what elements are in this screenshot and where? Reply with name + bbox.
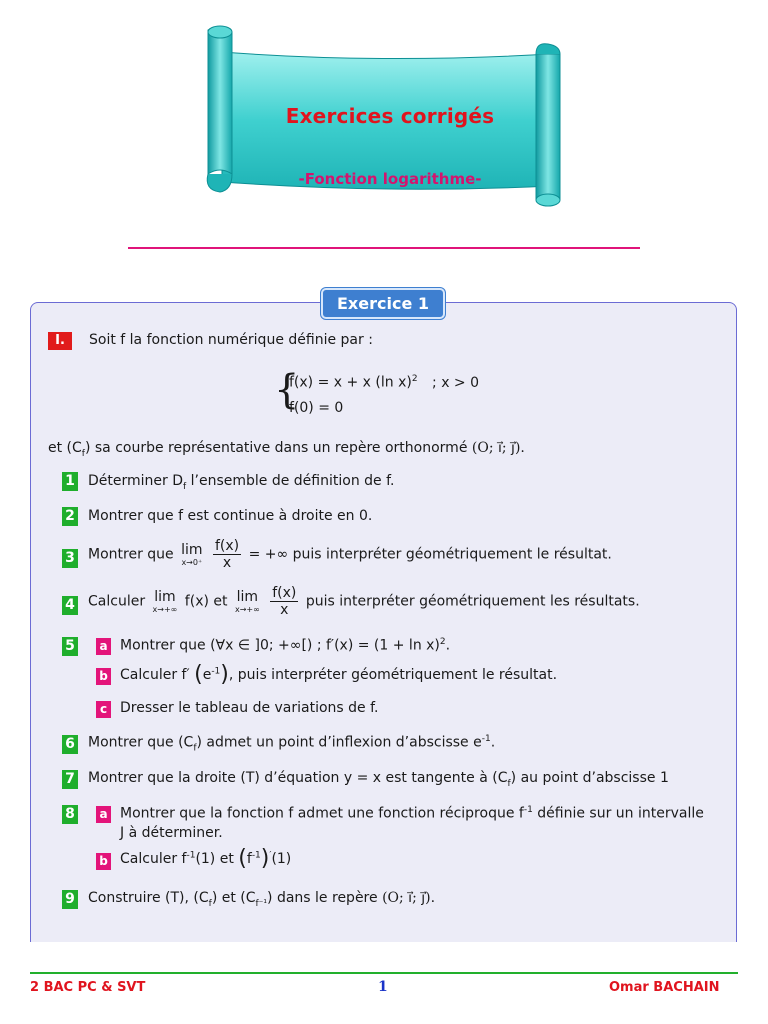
definition-line-2: f(0) = 0 [289,400,344,416]
question-5c-text: Dresser le tableau de variations de f. [120,700,379,716]
footer-author: Omar BACHAIN [609,980,720,995]
title-banner [200,24,570,214]
question-number-7: 7 [62,770,78,789]
sub-badge-8b: b [96,853,111,870]
question-6-text: Montrer que $(C_f)$ admet un point d’inflexion d’abscisse $e^{-1}$. [88,734,496,754]
question-4-text: Calculer lim x→+∞ f(x) et lim x→+∞ $\frac{f(x)}{x}$ puis interpréter géométriquement les résultats. [88,585,640,619]
exercise-label: Exercice 1 [321,288,445,319]
question-number-8: 8 [62,805,78,824]
fraction: $\frac{f(x)}{x}$ [214,538,240,572]
question-5a-text: Montrer que (∀x ∈ ]0; +∞[) ; $f'(x) = (1 + \ln x)^2$. [120,637,451,654]
question-7-text: Montrer que la droite (T) d’équation y = x est tangente à $(C_f)$ au point d’abscisse 1 [88,770,669,789]
page-subtitle: -Fonction logarithme- [298,170,482,188]
question-9-text: Construire (T), $(C_f)$ et $(C_{f^{-1}})$ dans le repère (O; i⃗; j⃗). [88,890,436,909]
limit-expression: lim x→+∞ [152,588,178,614]
sub-badge-5b: b [96,668,111,685]
curve-sentence: et $(C_f)$ sa courbe représentative dans un repère orthonormé (O; i⃗; j⃗). [48,440,525,459]
question-number-2: 2 [62,507,78,526]
question-8a-text-cont: J à déterminer. [120,825,223,841]
page-number: 1 [378,979,388,995]
limit-expression: lim x→+∞ [234,588,260,614]
question-1-text: Déterminer $D_f$ l’ensemble de définition de f. [88,473,395,492]
question-number-4: 4 [62,596,78,615]
title-divider [128,247,640,249]
question-8a-text: Montrer que la fonction f admet une fonction réciproque $f^{-1}$ définie sur un intervalle [120,805,704,822]
sub-badge-5a: a [96,638,111,655]
part-badge: I. [48,332,72,350]
question-2-text: Montrer que f est continue à droite en 0. [88,508,373,524]
question-8b-text: Calculer $f^{-1}(1)$ et $(f^{-1})'(1)$ [120,846,292,871]
fraction: $\frac{f(x)}{x}$ [272,585,297,619]
question-number-3: 3 [62,549,78,568]
question-5b-text: Calculer f′ $(e^{-1})$, puis interpréter géométriquement le résultat. [120,662,558,687]
footer-divider [30,972,738,974]
page-title: Exercices corrigés [285,104,495,128]
definition-line-1: f(x) = x + x (ln x)$^2$ ; x > 0 [289,374,480,391]
question-number-6: 6 [62,735,78,754]
intro-text: Soit f la fonction numérique définie par : [89,332,373,348]
question-number-5: 5 [62,637,78,656]
footer-class-label: 2 BAC PC & SVT [30,980,146,995]
limit-expression: lim x→0⁺ [181,541,203,567]
question-number-1: 1 [62,472,78,491]
brace-symbol: { [274,367,300,413]
exercise-box [30,302,737,942]
question-3-text: Montrer que lim x→0⁺ $\frac{f(x)}{x}$ = +∞ puis interpréter géométriquement le résultat. [88,538,612,572]
sub-badge-8a: a [96,806,111,823]
question-number-9: 9 [62,890,78,909]
sub-badge-5c: c [96,701,111,718]
